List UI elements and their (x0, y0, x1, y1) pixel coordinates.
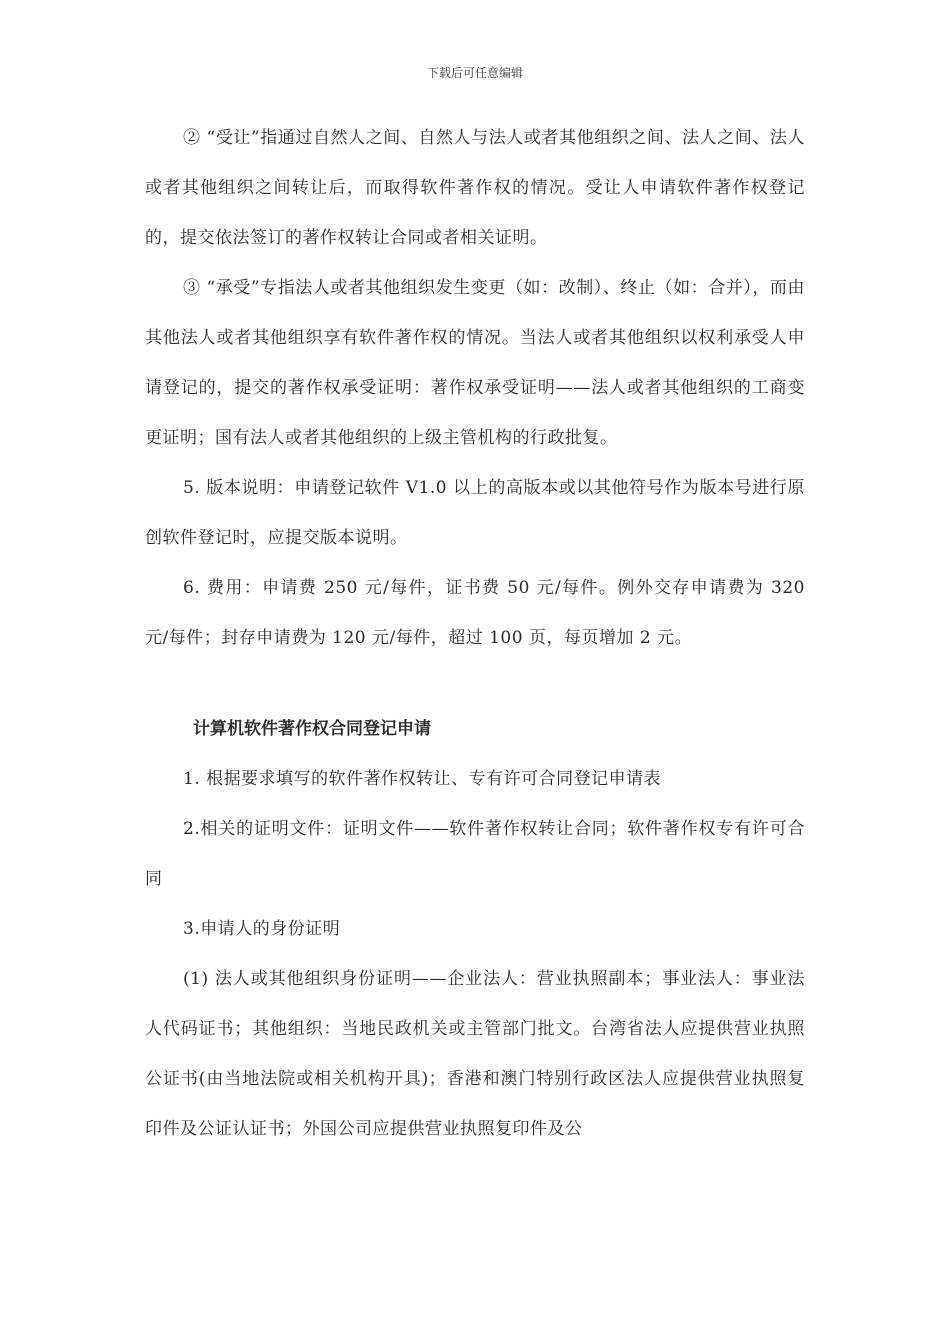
paragraph-version-note: 5. 版本说明：申请登记软件 V1.0 以上的高版本或以其他符号作为版本号进行原创软件登记时，应提交版本说明。 (145, 478, 805, 548)
section-spacer (145, 663, 805, 704)
paragraph-item-3: 3.申请人的身份证明 (183, 919, 341, 939)
paragraph-transfer: ② “受让”指通过自然人之间、自然人与法人或者其他组织之间、法人之间、法人或者其他组织之间转让后，而取得软件著作权的情况。受让人申请软件著作权登记的，提交依法签订的著作权转让合同或者相关证明。 (145, 128, 805, 248)
paragraph-identity-proof: (1) 法人或其他组织身份证明——企业法人：营业执照副本；事业法人：事业法人代码证书；其他组织：当地民政机关或主管部门批文。台湾省法人应提供营业执照公证书(由当地法院或相关机构开具)；香港和澳门特别行政区法人应提供营业执照复印件及公证认证书；外国公司应提供营业执照复印件及公 (145, 969, 805, 1139)
paragraph-item-2: 2.相关的证明文件：证明文件——软件著作权转让合同；软件著作权专有许可合同 (145, 819, 805, 889)
document-body (145, 113, 805, 1154)
paragraph-item-1: 1. 根据要求填写的软件著作权转让、专有许可合同登记申请表 (183, 769, 662, 789)
page-header: 下载后可任意编辑 (426, 66, 523, 80)
paragraph-fees: 6. 费用：申请费 250 元/每件，证书费 50 元/每件。例外交存申请费为 320 元/每件；封存申请费为 120 元/每件，超过 100 页，每页增加 2 元。 (145, 578, 805, 648)
section-heading: 计算机软件著作权合同登记申请 (193, 719, 431, 739)
paragraph-succession: ③ “承受”专指法人或者其他组织发生变更（如：改制）、终止（如：合并），而由其他法人或者其他组织享有软件著作权的情况。当法人或者其他组织以权利承受人申请登记的，提交的著作权承受证明：著作权承受证明——法人或者其他组织的工商变更证明；国有法人或者其他组织的上级主管机构的行政批复。 (145, 278, 805, 448)
